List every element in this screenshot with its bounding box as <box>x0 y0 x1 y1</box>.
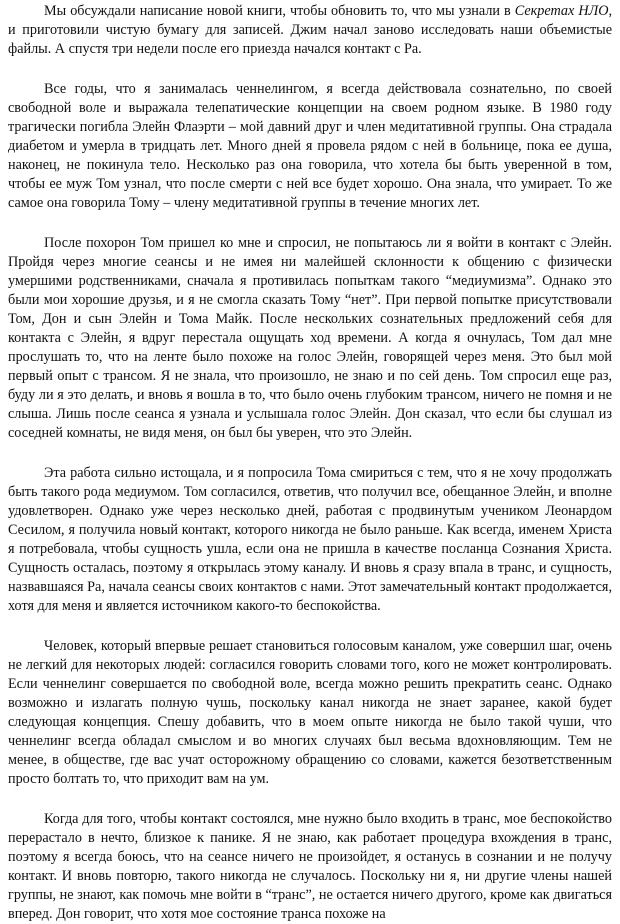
paragraph-5: Человек, который впервые решает становиться голосовым каналом, уже совершил шаг, очень не легкий для некоторых людей: согласился говорить словами того, кого не может контролировать. Если ченнелинг совершается по свободной воле, всегда можно решить прекратить сеанс. Однако возможно и излагать полную чушь, поскольку канал никогда не знает заранее, какой будет следующая концепция. Спешу добавить, что в моем опыте никогда не было такой чуши, что ченнелинг всегда обладал смыслом и во многих случаях был весьма вдохновляющим. Тем не менее, в обществе, где вас учат осторожному обращению со словами, кажется безответственным просто болтать то, что приходит вам на ум. <box>8 638 612 787</box>
paragraph-1-before: Мы обсуждали написание новой книги, чтобы обновить то, что мы узнали в <box>44 3 515 19</box>
paragraph-1 <box>8 2 612 59</box>
paragraph-3: После похорон Том пришел ко мне и спросил, не попытаюсь ли я войти в контакт с Элейн. Пройдя через многие сеансы и не имея ни малейшей склонности к общению с физически умершими родственниками, сначала я противилась попыткам такого “медиумизма”. Однако это были мои хорошие друзья, и я не смогла сказать Тому “нет”. При первой попытке присутствовали Том, Дон и сын Элейн и Тома Майк. После нескольких сознательных предложений себя для контакта с Элейн, я вдруг перестала ощущать ход времени. А когда я очнулась, Том дал мне прослушать то, что на ленте было похоже на голос Элейн, говорящей через меня. Это был мой первый опыт с трансом. Я не знала, что произошло, не знаю и по сей день. Том спросил еще раз, буду ли я это делать, и вновь я вошла в то, что было очень глубоким трансом, ничего не помня и не слыша. Лишь после сеанса я узнала и услышала голос Элейн. Дон сказал, что если бы слушал из соседней комнаты, не видя меня, он был бы уверен, что это Элейн. <box>8 235 612 441</box>
paragraph-1-after: , и приготовили чистую бумагу для записей. Джим начал заново исследовать наши объемистые файлы. А спустя три недели после его приезда начался контакт с Ра. <box>8 3 613 57</box>
paragraph-2: Все годы, что я занималась ченнелингом, я всегда действовала сознательно, по своей свободной воле и выражала телепатические концепции на своем родном языке. В 1980 году трагически погибла Элейн Флаэрти – мой давний друг и член медитативной группы. Она страдала диабетом и умерла в тридцать лет. Много дней я провела рядом с ней в больнице, пока ее душа, наконец, не покинула тело. Несколько раз она говорила, что хотела бы быть уверенной в том, чтобы ее муж Том узнал, что после смерти с ней все будет хорошо. Она знала, что умирает. То же самое она говорила Тому – члену медитативной группы в течение многих лет. <box>8 81 612 211</box>
paragraph-4: Эта работа сильно истощала, и я попросила Тома смириться с тем, что я не хочу продолжать быть такого рода медиумом. Том согласился, ответив, что получил все, обещанное Элейн, и вполне удовлетворен. Однако уже через несколько дней, работая с продвинутым учеником Леонардом Сесилом, я получила новый контакт, которого никогда не было раньше. Как всегда, именем Христа я потребовала, чтобы сущность ушла, если она не пришла в качестве посланца Сознания Христа. Сущность осталась, поэтому я открылась этому каналу. И вновь я сразу впала в транс, и сущность, назвавшаяся Ра, начала сеансы своих контактов с нами. Этот замечательный контакт продолжается, хотя для меня и является источником какого-то беспокойства. <box>8 465 612 614</box>
book-title-italic: Секретах НЛО <box>514 3 609 19</box>
paragraph-6: Когда для того, чтобы контакт состоялся, мне нужно было входить в транс, мое беспокойство перерастало в нечто, близкое к панике. Я не знаю, как работает процедура вхождения в транс, поэтому я всегда боюсь, что на сеансе ничего не произойдет, я останусь в сознании и не получу контакт. И вновь повторю, такого никогда не случалось. Поскольку ни я, ни другие члены нашей группы, не знают, как помочь мне войти в “транс”, не остается ничего другого, кроме как двигаться вперед. Дон говорит, что хотя мое состояние транса похоже на <box>8 811 612 922</box>
